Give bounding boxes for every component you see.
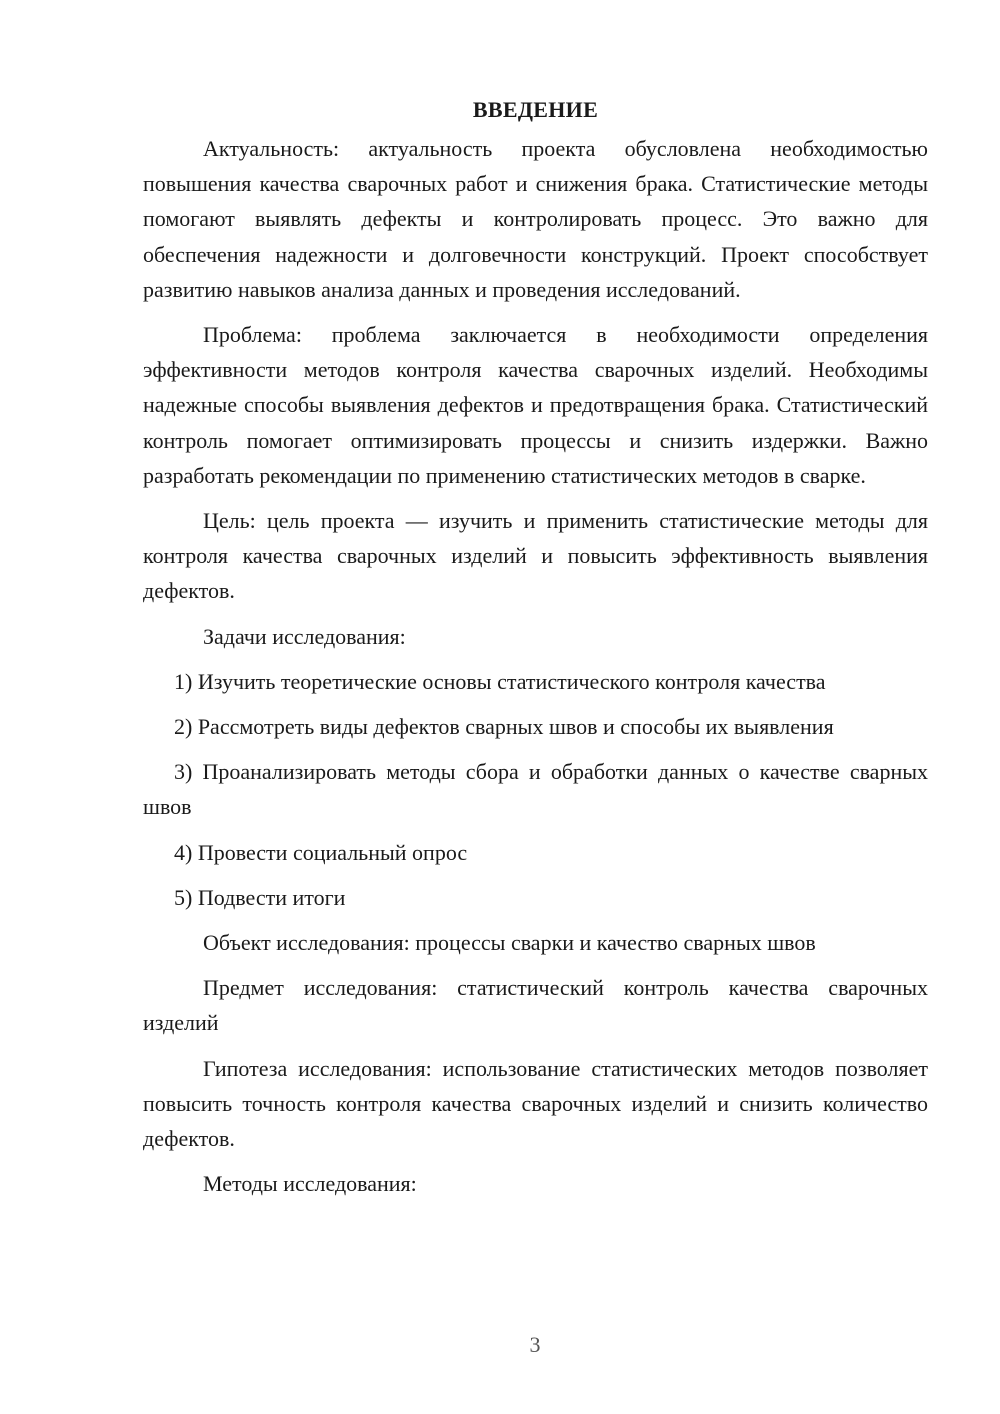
- problem-paragraph: Проблема: проблема заключается в необходимости определения эффективности методов контроля качества сварочных изделий. Необходимы надежные способы выявления дефектов и предотвращения брака. Статистический контроль помогает оптимизировать процессы и снизить издержки. Важно разработать рекомендации по применению статистических методов в сварке.: [143, 322, 928, 488]
- task-item-1: 1) Изучить теоретические основы статистического контроля качества: [174, 668, 826, 694]
- methods-heading: Методы исследования:: [203, 1171, 417, 1197]
- section-title: ВВЕДЕНИЕ: [472, 97, 599, 122]
- task-item-3: 3) Проанализировать методы сбора и обработки данных о качестве сварных швов: [143, 759, 928, 820]
- task-item-4: 4) Провести социальный опрос: [174, 839, 468, 865]
- task-item-2: 2) Рассмотреть виды дефектов сварных швов и способы их выявления: [174, 714, 834, 740]
- page-number: 3: [529, 1332, 541, 1357]
- task-item-5: 5) Подвести итоги: [174, 884, 346, 910]
- object-paragraph: Объект исследования: процессы сварки и качество сварных швов: [203, 930, 816, 956]
- tasks-heading: Задачи исследования:: [203, 623, 406, 649]
- subject-paragraph: Предмет исследования: статистический контроль качества сварочных изделий: [143, 975, 928, 1036]
- page-content: [143, 92, 928, 1211]
- hypothesis-paragraph: Гипотеза исследования: использование статистических методов позволяет повысить точность контроля качества сварочных изделий и снизить количество дефектов.: [143, 1055, 928, 1152]
- relevance-paragraph: Актуальность: актуальность проекта обусловлена необходимостью повышения качества сварочных работ и снижения брака. Статистические методы помогают выявлять дефекты и контролировать процесс. Это важно для обеспечения надежности и долговечности конструкций. Проект способствует развитию навыков анализа данных и проведения исследований.: [143, 136, 928, 302]
- goal-paragraph: Цель: цель проекта — изучить и применить статистические методы для контроля качества сварочных изделий и повысить эффективность выявления дефектов.: [143, 508, 928, 604]
